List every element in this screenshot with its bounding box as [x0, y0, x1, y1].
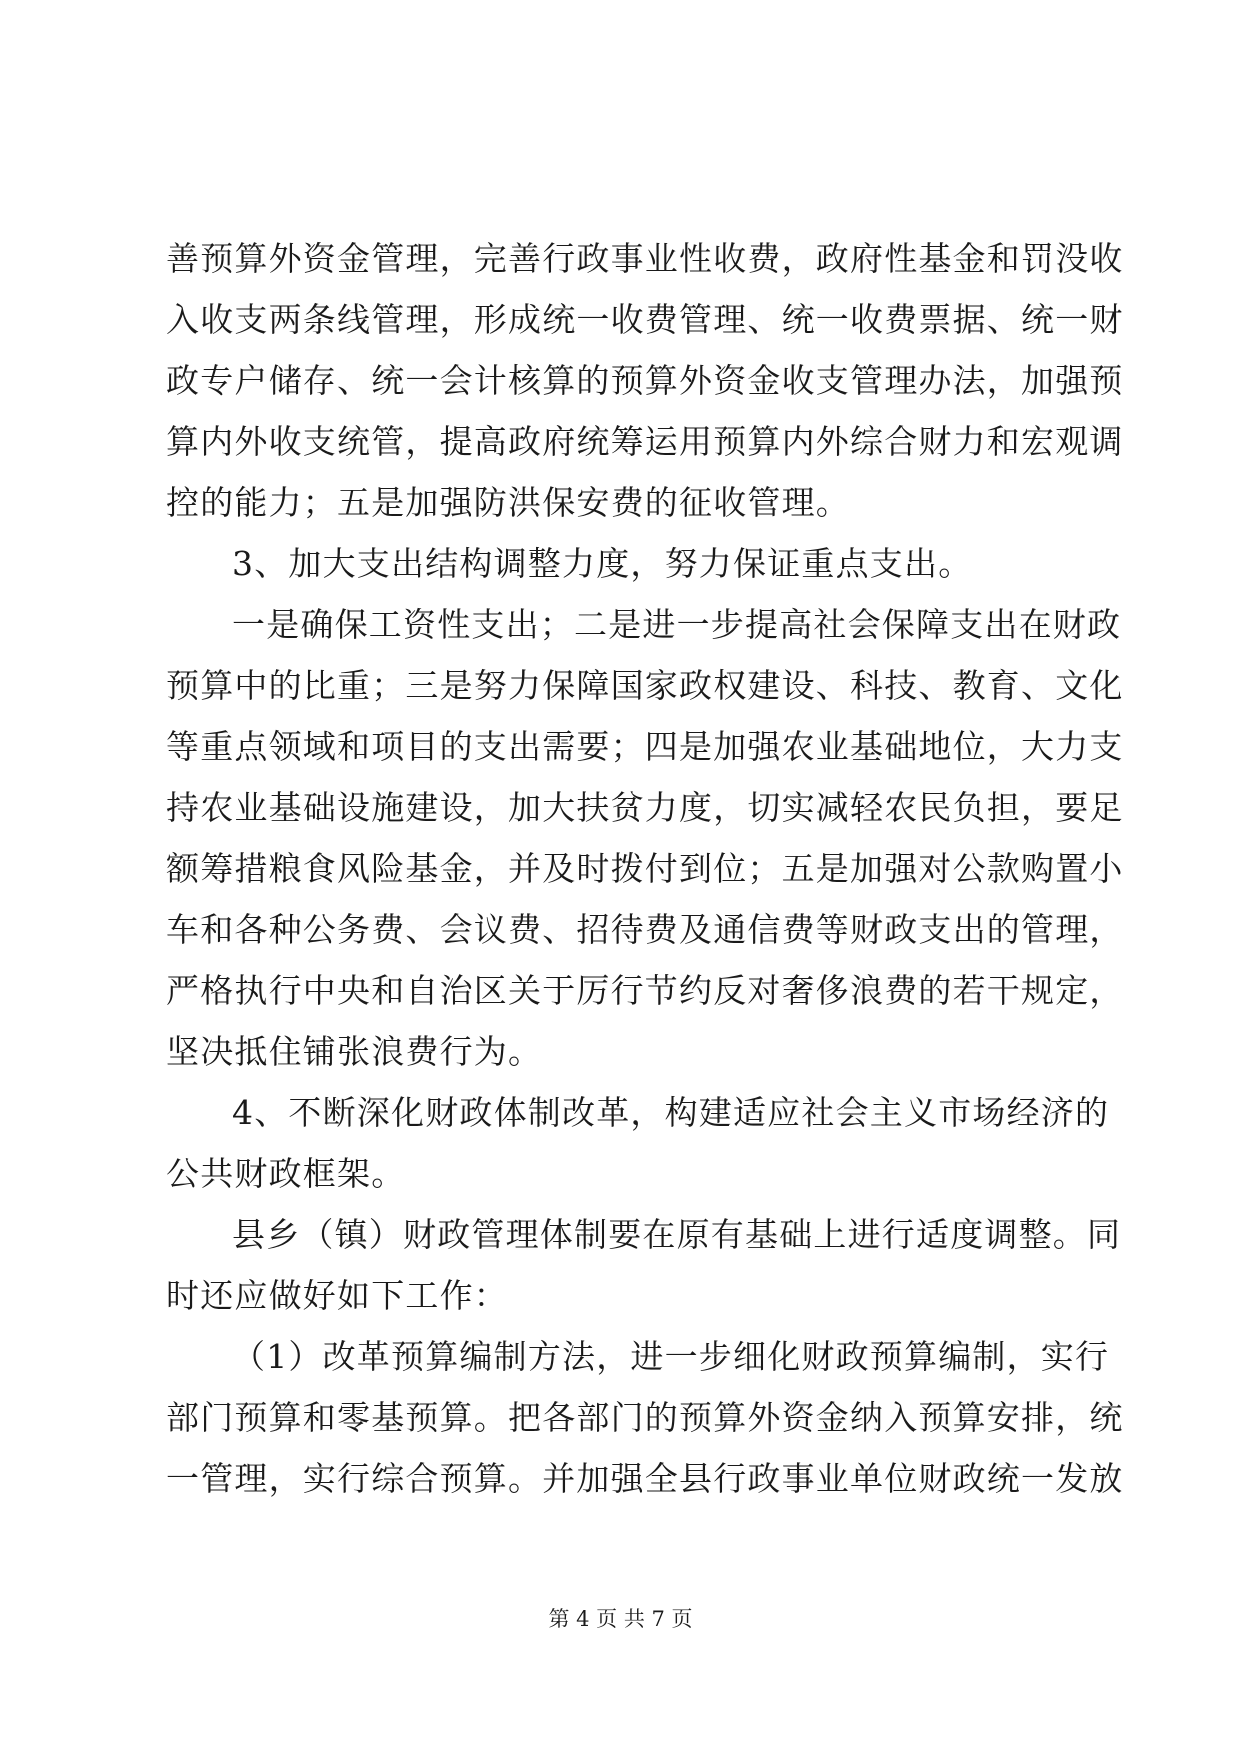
page-number-footer: 第 4 页 共 7 页 [548, 1607, 693, 1631]
body-text-line: 持农业基础设施建设，加大扶贫力度，切实减轻农民负担，要足 [166, 788, 1124, 827]
body-text-line: 坚决抵住铺张浪费行为。 [166, 1032, 543, 1071]
body-text-line: 部门预算和零基预算。把各部门的预算外资金纳入预算安排，统 [166, 1398, 1124, 1437]
body-text-line: 预算中的比重；三是努力保障国家政权建设、科技、教育、文化 [166, 666, 1124, 705]
section-heading: 3、加大支出结构调整力度，努力保证重点支出。 [232, 544, 973, 583]
body-text-line: 一管理，实行综合预算。并加强全县行政事业单位财政统一发放 [166, 1459, 1124, 1498]
body-text-line: 政专户储存、统一会计核算的预算外资金收支管理办法，加强预 [166, 361, 1124, 400]
body-text-line: 入收支两条线管理，形成统一收费管理、统一收费票据、统一财 [166, 300, 1124, 339]
section-heading-continued: 公共财政框架。 [166, 1154, 406, 1193]
body-text-line: 善预算外资金管理，完善行政事业性收费，政府性基金和罚没收 [166, 239, 1124, 278]
paragraph-first-line: 一是确保工资性支出；二是进一步提高社会保障支出在财政 [232, 605, 1122, 644]
list-item-first-line: （1）改革预算编制方法，进一步细化财政预算编制，实行 [232, 1337, 1110, 1376]
body-text-line: 控的能力；五是加强防洪保安费的征收管理。 [166, 483, 850, 522]
body-text-line: 时还应做好如下工作： [166, 1276, 508, 1315]
body-text-line: 等重点领域和项目的支出需要；四是加强农业基础地位，大力支 [166, 727, 1124, 766]
section-heading: 4、不断深化财政体制改革，构建适应社会主义市场经济的 [232, 1093, 1110, 1132]
body-text-line: 车和各种公务费、会议费、招待费及通信费等财政支出的管理， [166, 910, 1124, 949]
body-text-line: 算内外收支统管，提高政府统筹运用预算内外综合财力和宏观调 [166, 422, 1124, 461]
paragraph-first-line: 县乡（镇）财政管理体制要在原有基础上进行适度调整。同 [232, 1215, 1122, 1254]
body-text-line: 严格执行中央和自治区关于厉行节约反对奢侈浪费的若干规定， [166, 971, 1124, 1010]
body-text-line: 额筹措粮食风险基金，并及时拨付到位；五是加强对公款购置小 [166, 849, 1124, 888]
